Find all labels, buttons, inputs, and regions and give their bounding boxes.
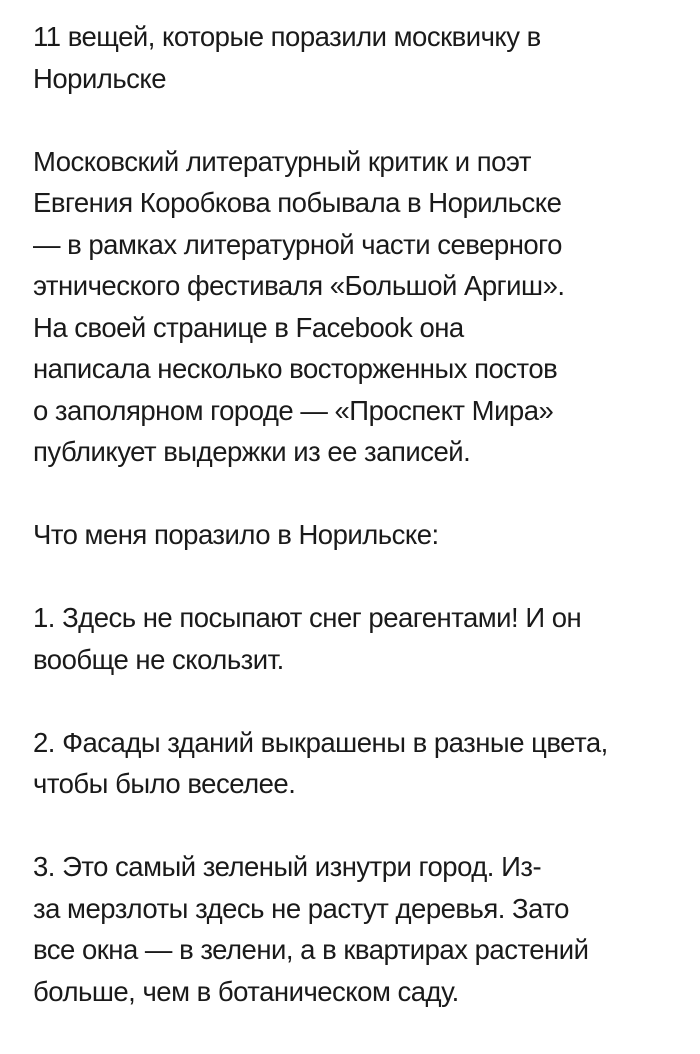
intro-line: Московский литературный критик и поэт [33,145,531,177]
intro-line: публикует выдержки из ее записей. [33,436,471,467]
intro-line: этнического фестиваля «Большой Аргиш». [33,270,565,301]
title-line: Норильске [33,62,167,94]
intro-line: о заполярном городе — «Проспект Мира» [33,394,554,426]
list-item-1 [33,597,683,680]
intro-line: Евгения Коробкова побывала в Норильске [33,187,562,218]
item-line: 2. Фасады зданий выкрашены в разные цвета, [33,726,608,758]
item-line: вообще не скользит. [33,643,284,675]
lead-line: Что меня поразило в Норильске: [33,519,439,550]
item-line: чтобы было веселее. [33,768,296,799]
lead-paragraph [33,514,683,556]
item-line: за мерзлоты здесь не растут деревья. Зато [33,892,569,924]
item-line: больше, чем в ботаническом саду. [33,975,459,1007]
article-body [33,16,683,1054]
title-line: 11 вещей, которые поразили москвичку в [33,21,541,52]
list-item-3 [33,846,683,1012]
list-item-2 [33,722,683,805]
intro-line: — в рамках литературной части северного [33,228,562,260]
intro-line: написала несколько восторженных постов [33,353,558,384]
intro-paragraph [33,141,683,473]
intro-line: На своей странице в Facebook она [33,311,464,343]
item-line: 1. Здесь не посыпают снег реагентами! И он [33,602,582,633]
item-line: все окна — в зелени, а в квартирах растений [33,934,589,965]
article-title [33,16,683,99]
item-line: 3. Это самый зеленый изнутри город. Из- [33,851,542,882]
